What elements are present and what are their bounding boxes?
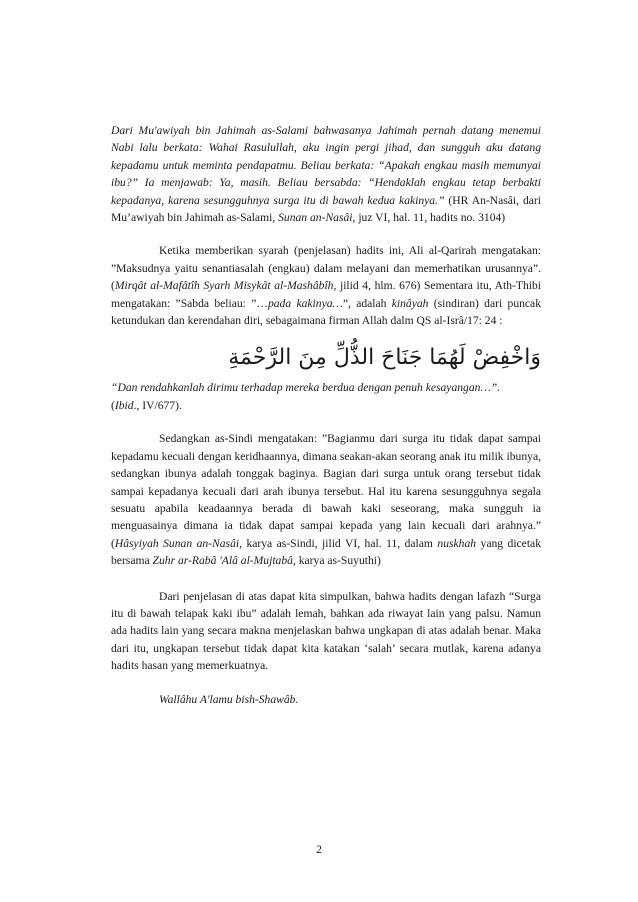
page-number: 2 (316, 843, 322, 856)
syarah-paragraph (111, 242, 541, 329)
translation-ibid: Ibid (114, 398, 134, 412)
sindi-text-4: , karya as-Suyuthi) (292, 554, 381, 568)
sindi-book-title-2: Zuhr ar-Rabâ 'Alâ al-Mujtabâ (152, 554, 293, 568)
translation-quote: “Dan rendahkanlah dirimu terhadap mereka berdua dengan penuh kesayangan…”. (111, 381, 501, 395)
hadith-reference: (HR An-Nasâi, dari Mu’awiyah bin Jahimah as-Salami, (111, 193, 541, 225)
hadith-paragraph (111, 122, 541, 226)
closing-phrase: Wallâhu A'lamu bish-Shawâb. (159, 692, 299, 706)
sindi-paragraph (111, 430, 541, 569)
syarah-book-title: Mirqât al-Mafâtîh Syarh Misykât al-Mashâbîh (114, 279, 334, 293)
sindi-text-3: yang dicetak bersama (111, 536, 541, 568)
sindi-text-1: Sedangkan as-Sindi mengatakan: ”Bagianmu dari surga itu tidak dapat sampai kepadamu kecuali dengan keridhaannya, dimana seakan-akan seorang anak itu milik ibunya, sedangkan ibunya adalah tonggak baginya. Bagian dari surga untuk orang tersebut tidak sampai kepadanya kecuali dari arah ibunya tersebut. Hal itu karena sesungguhnya segala sesuatu apabila keadaannya berada di bawah kaki seseorang, maka sungguh ia menguasainya dimana ia tidak dapat sampai kepada yang lain kecuali dari arahnya.” ( (111, 432, 541, 550)
page-body (111, 122, 541, 706)
syarah-italic-2: kinâyah (391, 296, 429, 310)
syarah-text-3: ”, adalah (342, 296, 392, 310)
translation-ref: ., IV/677). (133, 398, 182, 412)
sindi-text-2: , karya as-Sindi, jilid VI, hal. 11, dalam (239, 536, 438, 550)
syarah-italic-1: pada kakinya… (267, 296, 343, 310)
hadith-quote: Dari Mu'awiyah bin Jahimah as-Salami bahwasanya Jahimah pernah datang menemui Nabi lalu berkata: Wahai Rasulullah, aku ingin pergi jihad, dan sungguh aku datang kepadamu untuk meminta pendapatmu. Beliau berkata: “Apakah engkau masih memunyai ibu?” Ia menjawab: Ya, masih. Beliau bersabda: “Hendaklah engkau tetap berbakti kepadanya, karena sesungguhnya surga itu di bawah kedua kakinya.” (111, 124, 541, 207)
conclusion-paragraph: Dari penjelasan di atas dapat kita simpulkan, bahwa hadits dengan lafazh “Surga itu di bawah telapak kaki ibu” adalah lemah, bahkan ada riwayat lain yang palsu. Namun ada hadits lain yang secara makna menjelaskan bahwa ungkapan di atas adalah benar. Maka dari itu, ungkapan tersebut tidak dapat kita katakan ‘salah’ secara mutlak, karena adanya hadits hasan yang memerkuatnya. (111, 589, 541, 673)
hadith-reference-end: , juz VI, hal. 11, hadits no. 3104) (352, 211, 506, 225)
syarah-text-2: , jilid 4, hlm. 676) Sementara itu, Ath-Thibi mengatakan: ”Sabda beliau: ”… (111, 279, 541, 310)
sindi-book-title-1: Hâsyiyah Sunan an-Nasâi (114, 536, 240, 550)
sindi-italic-1: nuskhah (437, 536, 477, 550)
hadith-reference-book: Sunan an-Nasâi (278, 211, 353, 225)
syarah-text-4: (sindiran) dari puncak ketundukan dan kerendahan diri, sebagaimana firman Allah dalm QS al-Isrâ/17: 24 : (111, 296, 541, 328)
syarah-text-1: Ketika memberikan syarah (penjelasan) hadits ini, Ali al-Qarirah mengatakan: ”Maksudnya yaitu senantiasalah (engkau) dalam melayani dan memerhatikan urusannya”. ( (111, 244, 541, 293)
arabic-verse: وَاخْفِضْ لَهُمَا جَنَاحَ الذُّلِّ مِنَ الرَّحْمَةِ (228, 345, 541, 371)
verse-translation: “Dan rendahkanlah dirimu terhadap mereka berdua dengan penuh kesayangan…”. (Ibid., IV/677). (111, 381, 501, 412)
